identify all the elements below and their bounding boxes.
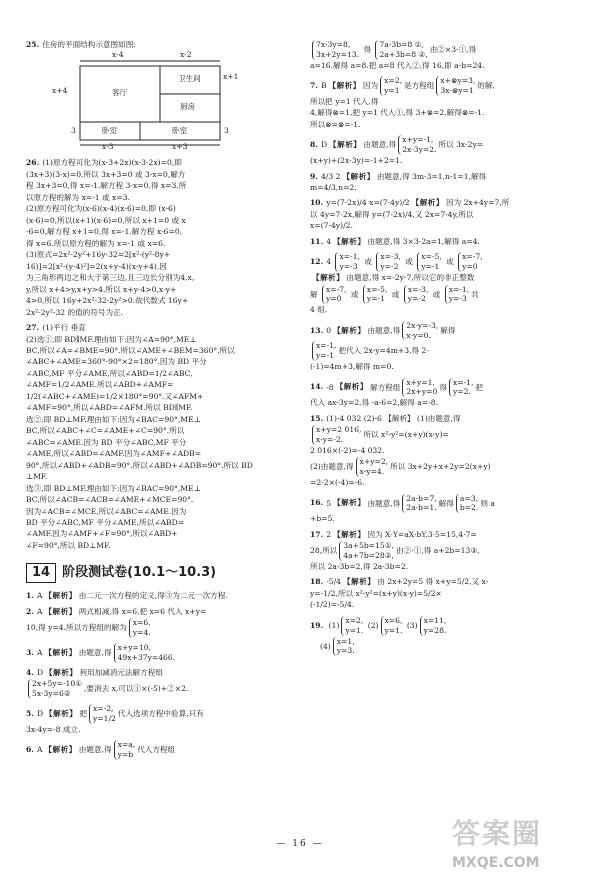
equation: 2x+y=0 — [406, 387, 438, 397]
answer-value: x=(7-4y)/2 — [369, 198, 410, 208]
room-bathroom: 卫生间 — [178, 74, 201, 84]
question-8 — [310, 135, 578, 166]
analysis-text: 所以 x²-y²=(x+y)(x-y)= — [363, 430, 449, 440]
sub-answer-label: (1) — [328, 620, 340, 630]
analysis-text: 由题意,得 — [78, 647, 112, 657]
equation: x=a, — [117, 740, 136, 750]
section-heading — [26, 563, 296, 583]
label-right: x+1 — [223, 72, 239, 82]
analysis-tag: 【解析】 — [333, 498, 366, 508]
question-14 — [310, 378, 578, 409]
label-side-3-left: 3 — [71, 126, 76, 136]
answer-choice: D — [320, 140, 328, 150]
question-number: 7. — [310, 81, 318, 91]
analysis-tag: 【解析】 — [44, 591, 77, 601]
analysis-text: 利用加减消元法解方程组 — [79, 667, 163, 677]
analysis-text: +b=5. — [310, 514, 335, 524]
equation-system — [376, 252, 400, 272]
label-bottom-left: x-3 — [102, 142, 114, 152]
equation: y=3. — [336, 646, 355, 656]
analysis-tag: 【解析】 — [342, 171, 375, 181]
equation-system — [420, 616, 447, 636]
question-16 — [310, 494, 578, 525]
answer-value: 2 — [335, 171, 341, 181]
question-27 — [26, 323, 296, 551]
answer-value: 4 — [326, 257, 332, 267]
question-7 — [310, 76, 578, 130]
equation: 2x-y=-3, — [406, 320, 439, 330]
question-10 — [310, 198, 578, 231]
analysis-text: =2-2×(-4)=-6. — [310, 478, 365, 488]
analysis-text: 把 — [79, 708, 87, 718]
question-25 — [26, 40, 296, 152]
analysis-text: ,要消去 x,可以①×(-5)+②×2. — [84, 684, 189, 694]
analysis-text: 因为 X·Y=aX-bY,3·5=15,4·7= — [367, 529, 477, 539]
answer-line: ∠AMF.因为∠AMF+∠F=90°,所以∠ABD+ — [26, 529, 178, 539]
analysis-tag: 【解析】 — [44, 647, 77, 657]
analysis-text: (-1)=4m+3,解得 m=0. — [310, 362, 394, 372]
question-number: 26. — [26, 158, 40, 168]
answer-line: 因为∠ACB=∠MCE,所以∠ABC=∠AME.因为 — [26, 506, 187, 516]
equation: 2a-b=1. — [406, 503, 437, 513]
equation: x+y=-1, — [402, 135, 434, 145]
answer-line: ∠AMF=1/2∠AME.所以∠ABD+∠AMF= — [26, 380, 174, 390]
analysis-text: 3x-4y=-8 成立. — [26, 724, 81, 734]
room-living: 客厅 — [112, 88, 128, 98]
equation: x=-3, — [380, 252, 401, 262]
question-17 — [310, 530, 578, 573]
equation-system — [402, 321, 438, 341]
equation: x-y=-2. — [316, 435, 344, 445]
equation: x=-7, — [462, 252, 483, 262]
equation-system — [28, 679, 82, 699]
equation-system — [398, 135, 436, 155]
label-left: x+4 — [52, 86, 68, 96]
question-number: 9. — [310, 171, 318, 181]
analysis-text: 得 — [439, 382, 447, 392]
analysis-text: 由题意,得 — [78, 744, 112, 754]
equation-system — [381, 616, 403, 636]
equation-system — [333, 637, 355, 657]
room-bedroom-1: 卧室 — [102, 126, 118, 136]
question-number: 13. — [310, 325, 324, 335]
label-side-3-right: 3 — [224, 126, 229, 136]
equation: 2a+3b=8 ②, — [379, 49, 428, 59]
equation-system — [449, 378, 473, 398]
equation: x=2, — [345, 615, 364, 625]
equation-system — [89, 704, 116, 724]
analysis-text: 把 — [338, 346, 347, 356]
equation: y=1. — [345, 625, 364, 635]
question-number: 3. — [26, 647, 34, 657]
analysis-tag: 【解析】 — [312, 273, 345, 283]
stage-question-1 — [26, 591, 296, 601]
answer-line: (3x+3)(3-x)=0.所以 3x+3=0 或 3-x=0,解方 — [26, 169, 186, 179]
equation-system — [341, 616, 363, 636]
equation: 2a-b=7, — [406, 493, 437, 503]
equation: y=-1 — [421, 262, 440, 272]
answer-line: (2)选①,即 BD∥MF.理由如下:因为∠A=90°,ME⊥ — [26, 334, 197, 344]
analysis-text: (-1/2)=-5/4. — [310, 600, 355, 610]
question-number: 11. — [310, 236, 324, 246]
question-18 — [310, 577, 578, 610]
question-number: 12. — [310, 257, 324, 267]
analysis-text: 由 2x+2y=5 得 x+y=5/2,又 x- — [377, 577, 489, 587]
answer-line: ∠AMF=90°,所以∠ABD=∠AFM.所以 BD∥MF. — [26, 403, 193, 413]
analysis-text: 解方程组 — [370, 382, 401, 392]
equation: x-y=4. — [359, 467, 385, 477]
analysis-text: x=(7-4y)/2. — [310, 221, 353, 231]
answer-choice: D — [36, 708, 44, 718]
analysis-tag: 【解析】 — [45, 708, 78, 718]
equation: 7x-3y=8, — [316, 40, 351, 49]
analysis-text: 把 — [475, 382, 483, 392]
answer-value: -5/4 — [326, 577, 342, 587]
answer-line: (3)原式=2x²-2y²+16y-32=2[x²-(y²-8y+ — [26, 250, 171, 260]
answer-line: BD 平分∠ABC,MF 平分∠AME,所以∠ABD= — [26, 518, 185, 527]
equation: x=-2, — [93, 703, 114, 713]
analysis-tag: 【解析】 — [333, 529, 366, 539]
analysis-text: 由题意,得 — [367, 498, 401, 508]
answer-line: 选②,即 BD⊥MF.理由如下:因为∠BAC=90°,ME⊥ — [26, 414, 201, 424]
answer-line: 得 x=6.所以原方程的解为 x=-1 或 x=6. — [26, 238, 166, 248]
answer-choice: B — [320, 81, 327, 91]
stage-question-5 — [26, 704, 296, 735]
equation: x=-5, — [421, 252, 442, 262]
answer-choice: A — [36, 591, 43, 601]
analysis-text: 代入方程组 — [137, 744, 176, 754]
question-number: 5. — [26, 708, 34, 718]
equation-system — [114, 643, 176, 663]
analysis-text: 所以⊗=⊗=-1. — [310, 119, 361, 129]
equation-system — [445, 285, 469, 305]
analysis-text: 解得 — [440, 325, 456, 335]
answer-line: (x-6)=0,所以(x+1)(x-6)=0,所以 x+1=0 或 x — [26, 215, 186, 225]
question-number: 6. — [26, 744, 34, 754]
equation: y=-3 — [339, 262, 358, 272]
analysis-text: (1)-4 032 (2)-6 【解析】 (1)由题意,得 — [326, 413, 461, 423]
analysis-text: y=-1/2,所以 x²-y²=(x+y)(x-y)=5/2× — [310, 588, 442, 598]
equation: x+y=1, — [406, 377, 435, 387]
sub-answer-label: (2) — [367, 620, 379, 630]
analysis-tag: 【解析】 — [343, 577, 376, 587]
analysis-text: 代入 2x-y=4m+3,得 2- — [346, 346, 429, 356]
equation: x=-7, — [326, 284, 347, 294]
answer-line: 1/2(∠ABC+∠AME)=1/2×180°=90°.又∠AFM+ — [26, 391, 204, 401]
analysis-text: 是方程组 — [403, 81, 435, 91]
answer-value: y=(7-2x)/4 — [326, 198, 367, 208]
equation: 5x-3y=6② — [32, 689, 71, 699]
floor-plan-svg — [60, 54, 260, 152]
equation-system — [335, 252, 359, 272]
question-text: 住房的平面结构示意图如图: — [42, 40, 136, 49]
analysis-text: 28,所以 — [310, 546, 338, 556]
analysis-text: 代入选项方程中验算,只有 — [117, 708, 204, 718]
answer-value: 4 — [326, 236, 332, 246]
answer-line: ∠F=90°,所以 BD⊥MF. — [26, 540, 111, 550]
answer-line: 16)]=2[x²-(y-4)²]=2(x+y-4)(x-y+4).因 — [26, 261, 167, 271]
analysis-text: 4 组. — [310, 305, 328, 315]
equation: y=28. — [423, 625, 447, 635]
equation: x=-1, — [339, 252, 360, 262]
answer-line: BC,所以∠ACB=∠ACB=∠AME+∠MCE=90°. — [26, 495, 194, 505]
equation: x+y=10, — [117, 643, 151, 652]
answer-line: BC,所以∠A=∠BME=90°.所以∠AME+∠BEM=360°.所以 — [26, 345, 235, 355]
equation-system — [129, 618, 151, 638]
equation: y=0 — [462, 262, 478, 272]
stage-question-2 — [26, 607, 296, 638]
stage-question-6 — [26, 740, 296, 760]
question-number: 4. — [26, 667, 34, 677]
equation-system — [402, 378, 437, 398]
equation: y=-1 — [316, 351, 335, 361]
equation: x=-1, — [316, 341, 337, 351]
answer-choice: D — [36, 667, 44, 677]
equation-system — [456, 494, 478, 514]
question-number: 14. — [310, 382, 324, 392]
equation: 3a+5b=15①, — [343, 541, 394, 551]
analysis-text: 4,解得⊗=1,把 y=1 代入①,得 3+⊗=2,解得⊗=-1. — [310, 108, 485, 118]
analysis-tag: 【解析】 — [45, 667, 78, 677]
question-19 — [310, 616, 578, 656]
equation: 3x-⊗y=1 — [440, 86, 474, 96]
question-26 — [26, 158, 296, 318]
analysis-text: m=4/3,n=2. — [310, 182, 357, 192]
equation-system — [339, 541, 394, 561]
equation: y=2. — [452, 387, 471, 397]
equation-system — [436, 76, 475, 96]
sub-answer-label: (4) — [320, 641, 331, 651]
equation: x=2, — [384, 76, 402, 86]
equation: x=-1, — [452, 377, 474, 387]
answer-line: ∠ABC+∠AME=360°-90°×2=180°.因为 BD 平分 — [26, 357, 207, 367]
answer-line: 4>0,所以 16y+2x²-32-2y²>0.故代数式 16y+ — [26, 296, 189, 306]
answer-line: -6=0,解方程 x+1=0,得 x=-1.解方程 x-6=0, — [26, 227, 183, 237]
question-12: 12. 4 x=-1, y=-3 或 x=-3, y=-2 或 x=-5, y=-1 或 x=-7, y=0 【解析】 由题意,得 x=-2y-7,所以它的非正整数 解 x=-7, y=0 或 x=-5, y=-1 或 x=-3, y=-2 或 x=-1, y=-3共 4 组. — [310, 252, 578, 315]
question-6-continued: 7x-3y=8, 3x+2y=13. 得 7a-3b=8 ①, 2a+3b=8 ②,由②×3-①,得 a=16.解得 a=8.把 a=8 代入②,得 16,即 a-b=24. — [310, 40, 578, 71]
sub-answer-label: (3) — [406, 620, 418, 630]
answer-choice: A — [36, 606, 43, 616]
analysis-text: 因为 — [362, 81, 379, 91]
equation: y=1 — [384, 86, 400, 96]
analysis-text: 所以 2a-3b=2,得 2a-3b=2. — [310, 562, 409, 571]
answer-line: y,所以 x+4>y,x+y>4.所以 x+y-4>0,x-y+ — [26, 284, 177, 294]
answer-line: ∠AME,所以∠ABD=∠AMF.因为∠AMF+∠ADB= — [26, 449, 202, 459]
answer-line: ∠ABC=∠AME.因为 BD 平分∠ABC,MF 平分 — [26, 437, 187, 447]
equation-system — [322, 285, 346, 305]
watermark-text: 答案圈 — [452, 817, 543, 850]
watermark-logo — [452, 815, 582, 871]
label-top-left: x-4 — [112, 50, 124, 60]
analysis-text: 共 — [471, 289, 479, 299]
equation: 2x+5y=-10① — [32, 679, 82, 689]
answer-line: 选③,即 BD⊥MF.理由如下:因为∠BAC=90°,ME⊥ — [26, 483, 201, 493]
stage-question-4 — [26, 668, 296, 699]
watermark-url: MXQE.COM — [452, 854, 540, 871]
equation-system — [114, 740, 136, 760]
answer-line: 2x²-2y²-32 的值的符号为正. — [26, 307, 124, 317]
section-number: 14 — [26, 563, 56, 583]
answer-line: 以原方程的解为 x=-1 或 x=3. — [26, 192, 130, 202]
question-9 — [310, 172, 578, 194]
equation: 3x+2y=13. — [316, 49, 360, 59]
equation: x-y=0. — [406, 330, 431, 340]
analysis-text: 解得 — [438, 498, 454, 508]
question-number: 17. — [310, 529, 324, 539]
analysis-text: 由②-①,得 a+2b=13③, — [395, 546, 480, 556]
page-number: — 16 — — [276, 839, 324, 849]
question-number: 16. — [310, 498, 324, 508]
section-title: 阶段测试卷(10.1～10.3) — [62, 565, 217, 581]
answer-value: 2 — [326, 529, 332, 539]
equation-system — [375, 40, 427, 60]
answer-value: 4/3 — [320, 171, 334, 181]
equation: 2x-3y=2. — [402, 145, 437, 155]
answer-line: 90°,所以∠ABD+∠ADB=90°.所以∠ABD+∠ADB=90°.所以 BD — [26, 460, 253, 470]
equation: y=-3 — [448, 294, 467, 304]
analysis-text: 由②×3-①,得 — [429, 44, 477, 54]
analysis-tag: 【解析】 — [329, 140, 362, 150]
analysis-tag: 【解析】 — [411, 198, 444, 208]
analysis-tag: 【解析】 — [333, 325, 366, 335]
equation-system — [402, 494, 436, 514]
analysis-text: 以 4y=7-2x,解得 y=(7-2x)/4,又 2x=7-4y,所以 — [310, 209, 474, 219]
equation: x+y=2 016, — [316, 425, 362, 435]
answer-line: (2)原方程可化为(x-6)(x-4)(x-6)=0,即 (x-6) — [26, 204, 176, 214]
analysis-text: 由二元一次方程的定义,得③为二元一次方程. — [78, 591, 228, 601]
floor-plan-diagram — [52, 50, 296, 152]
answer-value: 0 — [326, 325, 332, 335]
analysis-text: 所以 3x-2y= — [438, 140, 484, 150]
analysis-text: 由题意,得 3m-3=1,n-1=1,解得 — [376, 171, 487, 181]
equation: x=-1, — [448, 284, 470, 294]
analysis-text: 代入 ax-3y=2,得 -a-6=2,解得 a=-8. — [310, 398, 438, 408]
analysis-text: 的解, — [477, 81, 495, 91]
analysis-text: a=16.解得 a=8.把 a=8 代入②,得 16,即 a-b=24. — [310, 60, 485, 70]
analysis-text: 由题意,得 — [363, 140, 397, 150]
equation: x=6, — [384, 615, 403, 625]
analysis-tag: 【解析】 — [335, 382, 368, 392]
analysis-text: (2)由题意,得 — [310, 462, 354, 472]
equation: x+y=2, — [359, 457, 389, 467]
analysis-text: 2 016×(-2)=-4 032. — [310, 445, 385, 455]
equation: y=-1 — [366, 294, 385, 304]
question-number: 1. — [26, 591, 34, 601]
answer-line: BC,所以∠ABC+∠C=∠AME+∠C=90°.所以 — [26, 426, 185, 436]
answer-line: 程 3x+3=0,得 x=-1.解方程 3-x=0,得 x=3.所 — [26, 181, 187, 191]
analysis-text: 解 — [310, 289, 318, 299]
analysis-text: 两式相减,得 x=6,把 x=6 代入 x+y= — [78, 606, 207, 616]
equation: b=2. — [459, 503, 479, 513]
answer-line: (1)平行 垂直 — [42, 323, 86, 333]
equation: x=1, — [336, 636, 355, 646]
analysis-text: 所以把 y=1 代入,得 — [310, 96, 379, 106]
equation: y=b — [117, 749, 134, 759]
equation: y=1. — [384, 625, 403, 635]
analysis-text: 10,得 y=4.所以方程组的解为 — [26, 623, 127, 633]
equation: 49x+37y=466. — [117, 652, 176, 662]
right-column — [310, 40, 578, 661]
answer-value: -8 — [326, 382, 334, 392]
answer-line: ∠ABC,MF 平分∠AME,所以∠ABD=1/2∠ABC, — [26, 368, 193, 378]
question-number: 25. — [26, 40, 40, 49]
equation-system — [417, 252, 441, 272]
question-number: 8. — [310, 140, 318, 150]
equation: x=11, — [423, 615, 447, 625]
equation-system — [363, 285, 387, 305]
answer-value: 5 — [326, 498, 332, 508]
question-11 — [310, 237, 578, 247]
question-13 — [310, 321, 578, 373]
equation: x=-3, — [407, 284, 429, 294]
label-bottom-right: x+3 — [172, 142, 188, 152]
equation: y=0 — [326, 294, 342, 304]
question-15 — [310, 414, 578, 489]
analysis-text: 因为 2x+4y=7,所 — [445, 198, 510, 208]
equation-system — [458, 252, 482, 272]
analysis-text: (x+y)+(2x-3y)=-1+2=1. — [310, 156, 403, 166]
equation-system — [404, 285, 428, 305]
equation: 4a+7b=28②, — [343, 551, 394, 561]
analysis-text: 由题意,得 — [367, 325, 401, 335]
equation: 7a-3b=8 ①, — [379, 40, 424, 49]
question-number: 2. — [26, 606, 34, 616]
equation-system — [312, 40, 359, 60]
equation: x+⊗y=3, — [440, 76, 476, 86]
question-number: 10. — [310, 198, 324, 208]
question-number: 18. — [310, 577, 324, 587]
room-kitchen: 厨房 — [180, 102, 196, 112]
answer-choice: A — [36, 647, 43, 657]
answer-line: 为三角形两边之和大于第三边,且三边长分别为4,x, — [26, 273, 195, 283]
equation: x=6, — [132, 618, 151, 628]
question-number: 15. — [310, 413, 324, 423]
equation: y=-2 — [407, 294, 426, 304]
analysis-text: 由题意,得 x=-2y-7,所以它的非正整数 — [346, 273, 475, 283]
answer-line: (1)原方程可化为(x-3+2x)(x-3-2x)=0,即 — [42, 158, 182, 168]
equation: a=3, — [459, 493, 478, 503]
analysis-tag: 【解析】 — [333, 236, 366, 246]
question-number: 19. — [310, 620, 324, 630]
equation: y=4. — [132, 628, 151, 638]
equation: y=1/2 — [93, 713, 116, 723]
analysis-tag: 【解析】 — [328, 81, 361, 91]
analysis-tag: 【解析】 — [44, 606, 77, 616]
equation: x=-5, — [366, 284, 388, 294]
stage-question-3 — [26, 643, 296, 663]
room-bedroom-2: 卧室 — [172, 126, 188, 136]
answer-line: ⊥MF. — [26, 472, 48, 482]
equation-system — [312, 341, 336, 361]
answer-choice: A — [36, 744, 43, 754]
analysis-text: 则 a — [480, 498, 495, 508]
label-top-right: x-2 — [180, 50, 192, 60]
analysis-text: 由题意,得 3×3-2a=1,解得 a=4. — [367, 236, 480, 246]
equation-system — [380, 76, 402, 96]
analysis-tag: 【解析】 — [44, 744, 77, 754]
analysis-text: 所以 3x+2y+x+2y=2(x+y) — [390, 462, 491, 472]
equation-system — [312, 425, 361, 445]
equation: y=-2 — [380, 262, 399, 272]
question-number: 27. — [26, 323, 40, 333]
equation-system — [356, 457, 389, 477]
left-column — [26, 40, 296, 765]
